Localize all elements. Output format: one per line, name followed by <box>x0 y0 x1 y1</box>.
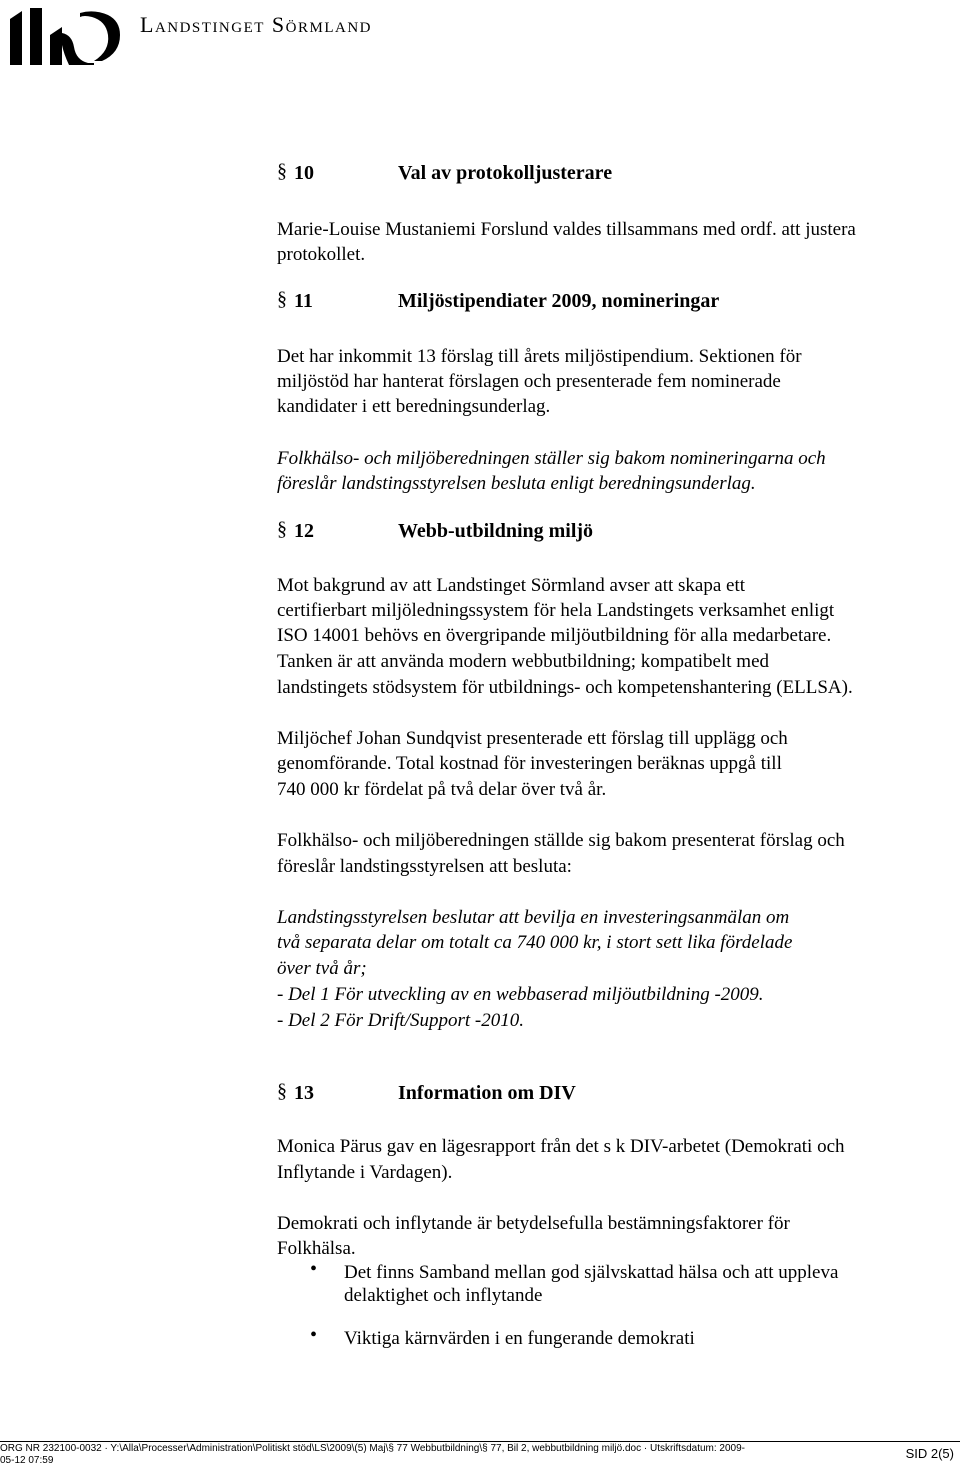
paragraph-line: Mot bakgrund av att Landstinget Sörmland avser att skapa ett <box>277 575 746 596</box>
section-symbol: § <box>277 1080 287 1102</box>
decision-line-italic: - Del 1 För utveckling av en webbaserad miljöutbildning -2009. <box>277 984 764 1005</box>
paragraph-line: Folkhälso- och miljöberedningen ställde sig bakom presenterat förslag och <box>277 830 845 851</box>
paragraph-line: certifierbart miljöledningssystem för hela Landstingets verksamhet enligt <box>277 600 835 621</box>
paragraph-line: Tanken är att använda modern webbutbildning; kompatibelt med <box>277 651 770 672</box>
paragraph-line: landstingets stödsystem för utbildnings- och kompetenshantering (ELLSA). <box>277 677 853 698</box>
section-symbol: § <box>277 160 287 182</box>
section-number: 12 <box>294 520 314 542</box>
paragraph-line-italic: Folkhälso- och miljöberedningen ställer sig bakom nomineringarna och <box>277 448 826 469</box>
organization-name: Landstinget Sörmland <box>140 12 372 37</box>
section-symbol: § <box>277 518 287 540</box>
footer-line-2: 05-12 07:59 <box>0 1455 54 1466</box>
footer-divider <box>0 1441 960 1442</box>
section-title: Val av protokolljusterare <box>398 162 613 184</box>
paragraph-line: föreslår landstingsstyrelsen att besluta: <box>277 856 572 877</box>
paragraph-line: Miljöchef Johan Sundqvist presenterade ett förslag till upplägg och <box>277 728 788 749</box>
landstinget-sormland-logo-icon <box>8 5 128 65</box>
bullet-dot-icon: • <box>310 1258 318 1280</box>
footer-document-info <box>0 1443 745 1467</box>
section-title: Webb-utbildning miljö <box>398 520 594 542</box>
section-title: Information om DIV <box>398 1082 576 1104</box>
paragraph-line: kandidater i ett beredningsunderlag. <box>277 396 551 417</box>
section-symbol: § <box>277 288 287 310</box>
page-number: SID 2(5) <box>905 1446 954 1461</box>
decision-line-italic: Landstingsstyrelsen beslutar att bevilja en investeringsanmälan om <box>277 907 790 928</box>
paragraph-line-italic: föreslår landstingsstyrelsen besluta enligt beredningsunderlag. <box>277 473 756 494</box>
paragraph-line: protokollet. <box>277 244 366 265</box>
decision-line-italic: två separata delar om totalt ca 740 000 kr, i stort sett lika fördelade <box>277 932 793 953</box>
paragraph-line: Marie-Louise Mustaniemi Forslund valdes tillsammans med ordf. att justera <box>277 219 856 240</box>
paragraph-line: Monica Pärus gav en lägesrapport från det s k DIV-arbetet (Demokrati och <box>277 1136 845 1157</box>
section-number: 10 <box>294 162 314 184</box>
paragraph-line: Demokrati och inflytande är betydelsefulla bestämningsfaktorer för <box>277 1213 790 1234</box>
paragraph-line: Det har inkommit 13 förslag till årets miljöstipendium. Sektionen för <box>277 346 802 367</box>
section-number: 11 <box>294 290 313 312</box>
decision-line-italic: - Del 2 För Drift/Support -2010. <box>277 1010 524 1031</box>
paragraph-line: Folkhälsa. <box>277 1238 356 1259</box>
bullet-dot-icon: • <box>310 1324 318 1346</box>
footer-line-1: ORG NR 232100-0032 · Y:\Alla\Processer\Administration\Politiskt stöd\LS\2009\(5) Maj\§ 77 Webbutbildning\§ 77, Bil 2, webbutbildning miljö.doc · Utskriftsdatum: 2009- <box>0 1443 746 1454</box>
section-title: Miljöstipendiater 2009, nomineringar <box>398 290 720 312</box>
bullet-item-line: Viktiga kärnvärden i en fungerande demokrati <box>344 1328 695 1349</box>
bullet-item-line: delaktighet och inflytande <box>344 1285 543 1306</box>
decision-line-italic: över två år; <box>277 958 367 979</box>
section-number: 13 <box>294 1082 314 1104</box>
paragraph-line: 740 000 kr fördelat på två delar över två år. <box>277 779 607 800</box>
paragraph-line: genomförande. Total kostnad för investeringen beräknas uppgå till <box>277 753 782 774</box>
bullet-item-line: Det finns Samband mellan god självskattad hälsa och att uppleva <box>344 1262 839 1283</box>
paragraph-line: miljöstöd har hanterat förslagen och presenterade fem nominerade <box>277 371 781 392</box>
paragraph-line: Inflytande i Vardagen). <box>277 1162 453 1183</box>
paragraph-line: ISO 14001 behövs en övergripande miljöutbildning för alla medarbetare. <box>277 625 832 646</box>
